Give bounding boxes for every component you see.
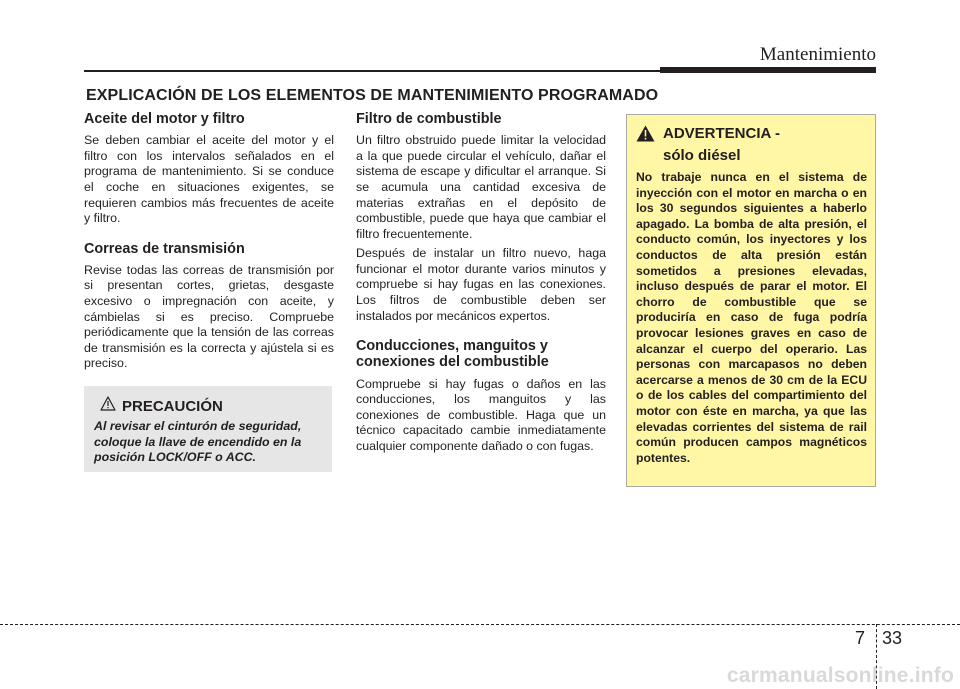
warning-text: No trabaje nunca en el sistema de inyección con el motor en marcha o en los 30 segundos siguientes a haberlo apagado. La bomba de alta presión, el conducto común, los inyectores y los conductos de alta presión están sometidos a presiones elevadas, incluso después de parar el motor. El chorro de combustible que se produciría en caso de fuga podría provocar lesiones graves en caso de alcanzar el cuerpo del operario. Las personas con marcapasos no deben acercarse a menos de 30 cm de la ECU o de los cables del compartimiento del motor con éste en marcha, ya que las elevadas corrientes del sistema de rail común producen campos magnéticos potentes.: [636, 170, 867, 465]
warning-triangle-icon: [636, 125, 655, 147]
column-middle: [356, 111, 606, 454]
fuel-filter-text-1: Un filtro obstruido puede limitar la velocidad a la que puede circular el vehículo, dañar el sistema de escape y dificultar el arranque. Si se acumula una cantidad excesiva de materias extrañas en el depósito de combustible, puede que haya que cambiar el filtro frecuentemente.: [356, 133, 606, 241]
oil-filter-text: Se deben cambiar el aceite del motor y el filtro con los intervalos señalados en el programa de mantenimiento. Si se conduce el coche en situaciones exigentes, se requieren cambios más frecuentes de aceite y filtro.: [84, 133, 334, 226]
header-rule-thin: [84, 70, 660, 72]
header-rule-thick: [660, 67, 876, 73]
page-number: 33: [882, 628, 903, 648]
warning-subtitle: sólo diésel: [663, 147, 741, 164]
section-title: EXPLICACIÓN DE LOS ELEMENTOS DE MANTENIMIENTO PROGRAMADO: [86, 87, 659, 104]
warning-title: ADVERTENCIA -: [663, 125, 780, 142]
fuel-lines-text: Compruebe si hay fugas o daños en las conducciones, los manguitos y las conexiones de combustible. Haga que un técnico capacitado cambie inmediatamente cualquier componente dañado o con fugas.: [356, 376, 606, 453]
caution-triangle-icon: [100, 396, 116, 416]
chapter-number: 7: [855, 628, 866, 648]
caution-text: Al revisar el cinturón de seguridad, coloque la llave de encendido en la posición LOCK/OFF o ACC.: [94, 419, 302, 465]
drive-belts-heading: Correas de transmisión: [84, 240, 245, 257]
chapter-title: Mantenimiento: [759, 44, 876, 65]
watermark: carmanualsonline.info: [726, 664, 954, 687]
footer-dashed-line: [0, 624, 960, 625]
fuel-filter-text-2: Después de instalar un filtro nuevo, haga funcionar el motor durante varios minutos y compruebe si hay fugas en las conexiones. Los filtros de combustible deben ser instalados por mecánicos expertos.: [356, 246, 606, 323]
fuel-filter-heading: Filtro de combustible: [356, 111, 502, 127]
caution-title: PRECAUCIÓN: [122, 397, 223, 415]
caution-box: [84, 386, 332, 472]
column-left: [84, 111, 334, 372]
warning-box: [626, 114, 876, 487]
fuel-lines-heading: Conducciones, manguitos y conexiones del combustible: [356, 338, 549, 371]
oil-filter-heading: Aceite del motor y filtro: [84, 111, 245, 127]
drive-belts-text: Revise todas las correas de transmisión por si presentan cortes, grietas, desgaste excesivo o impregnación con aceite, y cámbielas si es preciso. Compruebe periódicamente que la tensión de las correas de transmisión es la correcta y ajústela si es preciso.: [84, 262, 334, 371]
